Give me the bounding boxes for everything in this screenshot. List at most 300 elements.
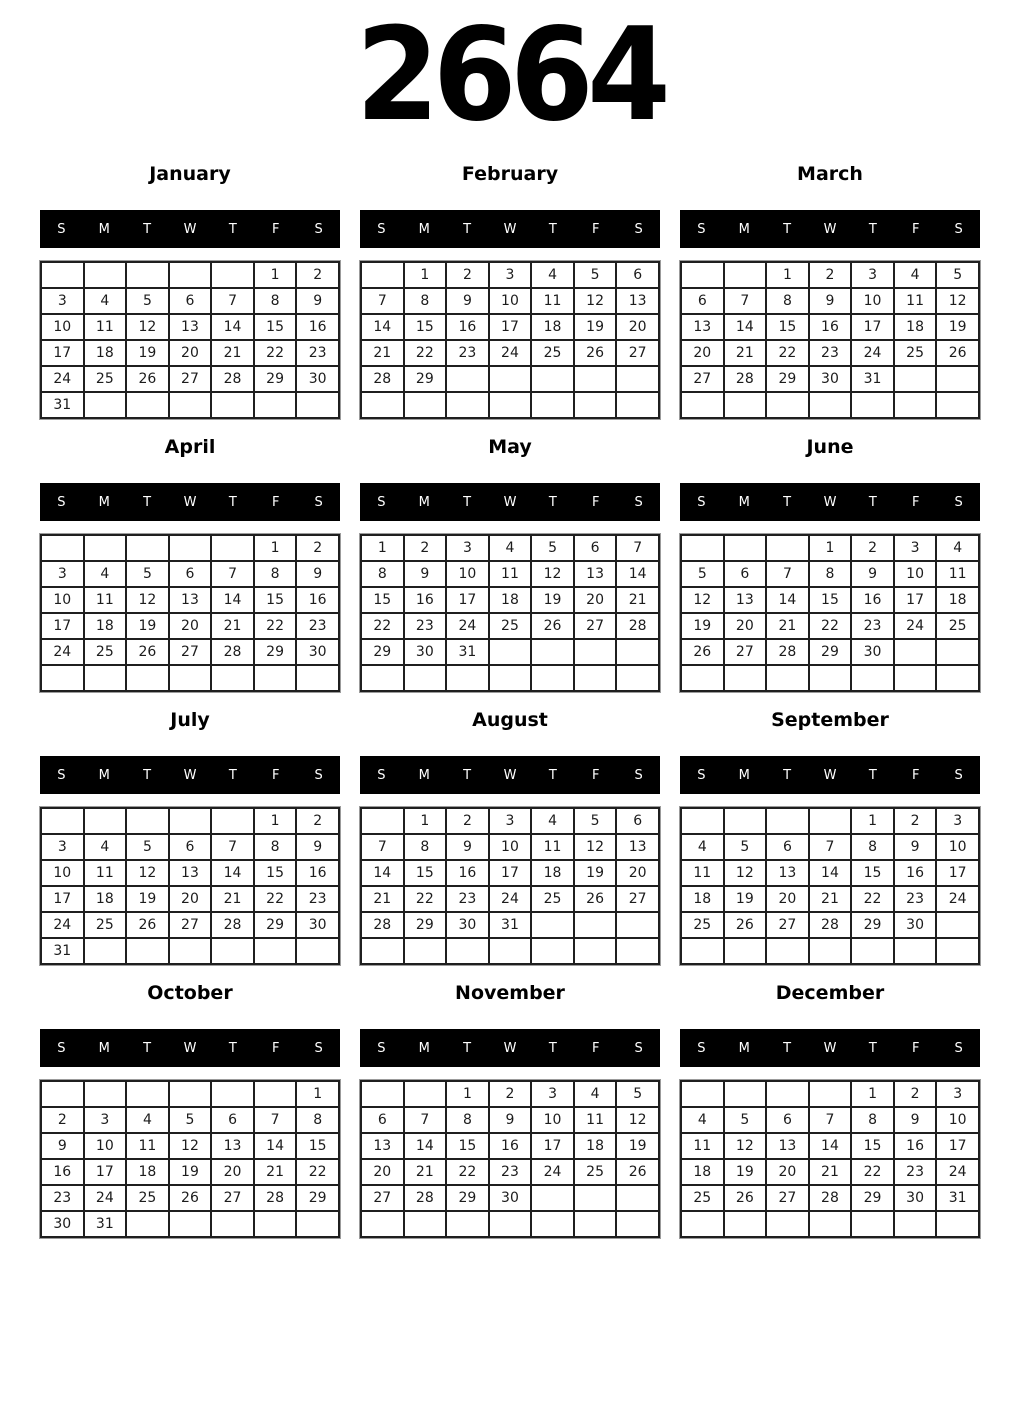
week-row xyxy=(681,587,979,613)
date-cell: 27 xyxy=(169,366,212,392)
date-cell: 7 xyxy=(211,834,254,860)
date-cell: 6 xyxy=(169,561,212,587)
weekday-label: M xyxy=(738,1040,750,1056)
week-row xyxy=(361,587,659,613)
date-cell: 4 xyxy=(574,1081,617,1107)
date-cell: 18 xyxy=(126,1159,169,1185)
date-cell: 14 xyxy=(809,860,852,886)
date-cell xyxy=(531,912,574,938)
date-cell xyxy=(936,366,979,392)
weekday-label: S xyxy=(377,494,386,510)
date-cell xyxy=(404,665,447,691)
week-row xyxy=(41,1081,339,1107)
weekday-label: M xyxy=(418,767,430,783)
weekday-label: S xyxy=(634,221,643,237)
date-cell: 23 xyxy=(446,886,489,912)
date-cell: 21 xyxy=(361,886,404,912)
date-cell: 4 xyxy=(894,262,937,288)
date-cell: 2 xyxy=(404,535,447,561)
date-cell: 15 xyxy=(851,860,894,886)
weekday-label: S xyxy=(57,494,66,510)
date-cell: 15 xyxy=(361,587,404,613)
weekday-label: S xyxy=(314,1040,323,1056)
date-cell: 4 xyxy=(531,262,574,288)
date-cell xyxy=(489,392,532,418)
weekday-label: T xyxy=(868,1040,877,1056)
date-cell: 30 xyxy=(41,1211,84,1237)
month-title: February xyxy=(461,163,559,185)
month-title: March xyxy=(797,163,863,185)
date-cell: 7 xyxy=(809,834,852,860)
month-title: August xyxy=(472,709,548,731)
date-cell xyxy=(894,392,937,418)
weekday-label: F xyxy=(271,221,280,237)
date-cell: 1 xyxy=(766,262,809,288)
weekday-label: S xyxy=(954,494,963,510)
date-cell: 6 xyxy=(766,1107,809,1133)
weekday-label: S xyxy=(377,1040,386,1056)
date-cell: 21 xyxy=(616,587,659,613)
date-cell: 24 xyxy=(41,639,84,665)
date-cell: 4 xyxy=(126,1107,169,1133)
date-cell xyxy=(616,1185,659,1211)
date-cell: 25 xyxy=(84,912,127,938)
week-row xyxy=(681,1107,979,1133)
date-cell: 1 xyxy=(851,1081,894,1107)
weekday-label: F xyxy=(271,767,280,783)
date-cell: 20 xyxy=(766,886,809,912)
date-cell xyxy=(254,1211,297,1237)
date-cell xyxy=(126,262,169,288)
date-cell: 26 xyxy=(724,1185,767,1211)
date-cell: 26 xyxy=(936,340,979,366)
weekday-label: W xyxy=(503,767,517,783)
weekday-header-bar xyxy=(360,210,660,248)
date-cell xyxy=(809,938,852,964)
date-cell: 26 xyxy=(574,340,617,366)
weekday-header-bar xyxy=(680,210,980,248)
date-cell: 8 xyxy=(446,1107,489,1133)
date-cell: 10 xyxy=(41,314,84,340)
date-cell xyxy=(169,1211,212,1237)
weekday-header-bar xyxy=(360,483,660,521)
date-cell: 19 xyxy=(574,860,617,886)
date-cell: 7 xyxy=(766,561,809,587)
date-cell: 8 xyxy=(254,288,297,314)
date-cell: 31 xyxy=(936,1185,979,1211)
date-cell xyxy=(126,938,169,964)
weekday-label: F xyxy=(911,1040,920,1056)
date-cell: 11 xyxy=(531,288,574,314)
date-cell: 3 xyxy=(531,1081,574,1107)
date-cell xyxy=(936,1211,979,1237)
date-cell: 20 xyxy=(681,340,724,366)
date-cell xyxy=(169,262,212,288)
date-cell xyxy=(361,1081,404,1107)
date-cell: 13 xyxy=(169,587,212,613)
date-cell: 19 xyxy=(126,613,169,639)
date-cell: 2 xyxy=(809,262,852,288)
date-cell xyxy=(84,665,127,691)
date-cell xyxy=(254,665,297,691)
date-cell xyxy=(936,392,979,418)
week-row xyxy=(361,1211,659,1237)
date-cell: 8 xyxy=(809,561,852,587)
date-cell: 12 xyxy=(126,860,169,886)
date-cell xyxy=(894,665,937,691)
date-cell: 11 xyxy=(84,314,127,340)
date-cell: 18 xyxy=(574,1133,617,1159)
date-cell xyxy=(489,938,532,964)
week-row xyxy=(681,912,979,938)
date-cell: 24 xyxy=(489,340,532,366)
date-cell: 6 xyxy=(169,834,212,860)
weekday-label: T xyxy=(463,1040,472,1056)
date-cell xyxy=(169,1081,212,1107)
date-cell xyxy=(361,938,404,964)
date-cell: 11 xyxy=(84,587,127,613)
date-cell: 19 xyxy=(936,314,979,340)
date-cell xyxy=(724,535,767,561)
date-cell: 17 xyxy=(489,860,532,886)
week-row xyxy=(361,366,659,392)
date-cell: 29 xyxy=(404,912,447,938)
weekday-label: W xyxy=(183,221,197,237)
date-cell xyxy=(489,1211,532,1237)
date-cell: 26 xyxy=(574,886,617,912)
date-cell xyxy=(361,392,404,418)
date-cell: 25 xyxy=(531,340,574,366)
date-cell xyxy=(254,938,297,964)
date-cell: 20 xyxy=(169,613,212,639)
date-cell: 2 xyxy=(296,535,339,561)
weekday-label: M xyxy=(738,767,750,783)
date-cell: 20 xyxy=(616,314,659,340)
date-cell: 17 xyxy=(851,314,894,340)
date-cell: 5 xyxy=(574,262,617,288)
date-cell: 22 xyxy=(404,886,447,912)
date-cell: 9 xyxy=(809,288,852,314)
date-cell: 20 xyxy=(574,587,617,613)
date-cell: 23 xyxy=(404,613,447,639)
weekday-label: M xyxy=(738,494,750,510)
week-row xyxy=(41,340,339,366)
date-cell: 19 xyxy=(531,587,574,613)
date-cell xyxy=(531,938,574,964)
date-cell xyxy=(681,938,724,964)
date-cell: 29 xyxy=(254,639,297,665)
date-cell: 4 xyxy=(531,808,574,834)
date-cell: 16 xyxy=(41,1159,84,1185)
week-row xyxy=(361,808,659,834)
date-cell xyxy=(84,1081,127,1107)
weekday-label: T xyxy=(463,221,472,237)
date-cell xyxy=(681,665,724,691)
weekday-label: T xyxy=(548,494,557,510)
week-row xyxy=(361,535,659,561)
date-cell: 9 xyxy=(404,561,447,587)
date-cell: 24 xyxy=(41,912,84,938)
date-cell: 28 xyxy=(211,639,254,665)
date-cell: 21 xyxy=(211,886,254,912)
weekday-label: S xyxy=(634,767,643,783)
date-cell: 4 xyxy=(936,535,979,561)
date-cell: 13 xyxy=(361,1133,404,1159)
week-row xyxy=(361,860,659,886)
date-cell: 31 xyxy=(446,639,489,665)
date-cell: 13 xyxy=(616,834,659,860)
date-cell xyxy=(211,938,254,964)
date-cell: 27 xyxy=(724,639,767,665)
date-cell: 16 xyxy=(296,860,339,886)
date-cell: 19 xyxy=(126,340,169,366)
weekday-label: T xyxy=(143,1040,152,1056)
weekday-label: S xyxy=(697,767,706,783)
date-cell: 1 xyxy=(361,535,404,561)
date-cell: 1 xyxy=(809,535,852,561)
date-cell xyxy=(41,665,84,691)
week-row xyxy=(361,1185,659,1211)
weekday-label: M xyxy=(738,221,750,237)
date-cell: 7 xyxy=(809,1107,852,1133)
date-cell: 3 xyxy=(489,808,532,834)
month-block xyxy=(360,981,660,1238)
date-cell: 5 xyxy=(724,834,767,860)
date-cell xyxy=(724,938,767,964)
weekday-label: T xyxy=(868,221,877,237)
date-cell: 13 xyxy=(681,314,724,340)
week-row xyxy=(41,392,339,418)
week-row xyxy=(41,1107,339,1133)
date-cell: 8 xyxy=(766,288,809,314)
date-cell xyxy=(574,392,617,418)
date-cell: 14 xyxy=(809,1133,852,1159)
weekday-label: M xyxy=(98,494,110,510)
date-cell: 14 xyxy=(211,860,254,886)
date-cell: 22 xyxy=(254,340,297,366)
date-cell: 12 xyxy=(126,314,169,340)
weekday-label: S xyxy=(377,221,386,237)
weekday-label: F xyxy=(271,1040,280,1056)
date-cell xyxy=(169,535,212,561)
date-cell: 5 xyxy=(574,808,617,834)
date-cell: 26 xyxy=(126,366,169,392)
weekday-label: W xyxy=(183,494,197,510)
date-cell: 14 xyxy=(254,1133,297,1159)
date-cell xyxy=(41,808,84,834)
date-cell: 11 xyxy=(531,834,574,860)
date-cell: 3 xyxy=(894,535,937,561)
date-cell xyxy=(809,392,852,418)
weekday-header-bar xyxy=(360,1029,660,1067)
date-cell: 1 xyxy=(446,1081,489,1107)
date-cell xyxy=(126,808,169,834)
date-cell xyxy=(681,262,724,288)
date-cell: 2 xyxy=(296,808,339,834)
week-row xyxy=(681,860,979,886)
date-cell: 19 xyxy=(126,886,169,912)
date-cell xyxy=(574,1211,617,1237)
date-cell: 10 xyxy=(489,834,532,860)
date-cell: 15 xyxy=(766,314,809,340)
date-cell: 5 xyxy=(616,1081,659,1107)
month-block xyxy=(680,708,980,965)
date-cell: 18 xyxy=(84,613,127,639)
weekday-label: F xyxy=(911,494,920,510)
week-row xyxy=(681,535,979,561)
date-cell: 2 xyxy=(446,808,489,834)
date-cell: 26 xyxy=(126,639,169,665)
week-row xyxy=(361,639,659,665)
date-cell: 3 xyxy=(41,834,84,860)
date-cell xyxy=(766,938,809,964)
date-cell: 20 xyxy=(766,1159,809,1185)
date-cell xyxy=(851,1211,894,1237)
date-cell: 7 xyxy=(404,1107,447,1133)
date-cell: 29 xyxy=(254,366,297,392)
week-row xyxy=(41,912,339,938)
date-cell: 10 xyxy=(936,1107,979,1133)
date-cell: 12 xyxy=(574,834,617,860)
date-cell xyxy=(894,366,937,392)
date-cell: 25 xyxy=(531,886,574,912)
week-row xyxy=(361,262,659,288)
date-cell xyxy=(766,1081,809,1107)
date-cell: 28 xyxy=(809,912,852,938)
week-row xyxy=(681,366,979,392)
date-cell: 22 xyxy=(296,1159,339,1185)
date-cell xyxy=(531,1185,574,1211)
date-cell: 15 xyxy=(254,587,297,613)
week-row xyxy=(681,613,979,639)
week-row xyxy=(41,808,339,834)
date-cell: 19 xyxy=(574,314,617,340)
week-row xyxy=(361,665,659,691)
weekday-label: S xyxy=(697,494,706,510)
date-cell: 30 xyxy=(851,639,894,665)
date-cell: 27 xyxy=(616,340,659,366)
weekday-header-bar xyxy=(360,756,660,794)
date-cell: 1 xyxy=(404,808,447,834)
date-cell xyxy=(724,1211,767,1237)
date-cell: 28 xyxy=(766,639,809,665)
weekday-label: S xyxy=(954,767,963,783)
weekday-label: W xyxy=(503,1040,517,1056)
date-cell: 9 xyxy=(296,834,339,860)
date-cell: 14 xyxy=(361,314,404,340)
date-cell: 8 xyxy=(851,1107,894,1133)
date-cell: 19 xyxy=(169,1159,212,1185)
weekday-label: W xyxy=(183,767,197,783)
date-cell xyxy=(361,1211,404,1237)
weekday-header-bar xyxy=(40,210,340,248)
date-cell: 14 xyxy=(724,314,767,340)
date-cell xyxy=(296,938,339,964)
date-cell xyxy=(531,1211,574,1237)
week-row xyxy=(41,587,339,613)
date-cell xyxy=(681,808,724,834)
date-cell: 28 xyxy=(211,912,254,938)
date-cell: 24 xyxy=(489,886,532,912)
date-cell: 28 xyxy=(361,366,404,392)
week-row xyxy=(41,262,339,288)
date-cell: 7 xyxy=(254,1107,297,1133)
date-cell: 30 xyxy=(489,1185,532,1211)
weekday-header-bar xyxy=(680,1029,980,1067)
weekday-header-bar xyxy=(40,1029,340,1067)
date-cell: 20 xyxy=(169,340,212,366)
date-cell xyxy=(404,938,447,964)
date-cell: 23 xyxy=(894,886,937,912)
date-cell: 5 xyxy=(531,535,574,561)
date-cell: 2 xyxy=(894,1081,937,1107)
date-cell: 1 xyxy=(254,808,297,834)
date-cell xyxy=(766,392,809,418)
date-cell: 6 xyxy=(766,834,809,860)
week-row xyxy=(681,561,979,587)
date-cell xyxy=(574,665,617,691)
date-cell: 5 xyxy=(126,288,169,314)
week-row xyxy=(361,288,659,314)
weekday-label: T xyxy=(868,494,877,510)
date-cell xyxy=(361,262,404,288)
date-cell xyxy=(296,665,339,691)
date-cell: 28 xyxy=(361,912,404,938)
date-cell: 1 xyxy=(254,262,297,288)
week-row xyxy=(361,340,659,366)
date-cell xyxy=(169,392,212,418)
date-cell: 18 xyxy=(489,587,532,613)
date-cell xyxy=(894,938,937,964)
date-cell: 7 xyxy=(724,288,767,314)
date-cell: 17 xyxy=(41,340,84,366)
date-cell: 2 xyxy=(296,262,339,288)
date-cell: 22 xyxy=(766,340,809,366)
date-cell: 8 xyxy=(296,1107,339,1133)
date-cell xyxy=(404,392,447,418)
date-cell: 9 xyxy=(489,1107,532,1133)
date-cell xyxy=(766,665,809,691)
date-cell: 26 xyxy=(531,613,574,639)
date-cell: 29 xyxy=(851,1185,894,1211)
date-cell xyxy=(851,392,894,418)
week-row xyxy=(361,392,659,418)
date-cell: 16 xyxy=(489,1133,532,1159)
date-cell: 24 xyxy=(41,366,84,392)
date-cell: 29 xyxy=(446,1185,489,1211)
date-cell: 27 xyxy=(211,1185,254,1211)
week-row xyxy=(681,392,979,418)
week-row xyxy=(681,1185,979,1211)
date-cell xyxy=(361,665,404,691)
date-cell: 9 xyxy=(894,834,937,860)
date-cell: 29 xyxy=(809,639,852,665)
date-cell: 15 xyxy=(851,1133,894,1159)
week-row xyxy=(361,834,659,860)
date-cell: 17 xyxy=(489,314,532,340)
date-cell: 29 xyxy=(361,639,404,665)
date-cell: 15 xyxy=(809,587,852,613)
date-cell xyxy=(936,665,979,691)
date-cell: 23 xyxy=(894,1159,937,1185)
date-cell: 2 xyxy=(41,1107,84,1133)
date-cell: 17 xyxy=(894,587,937,613)
date-cell: 21 xyxy=(254,1159,297,1185)
weekday-label: T xyxy=(783,494,792,510)
month-title: April xyxy=(164,436,216,458)
weekday-label: F xyxy=(911,221,920,237)
date-cell xyxy=(724,1081,767,1107)
